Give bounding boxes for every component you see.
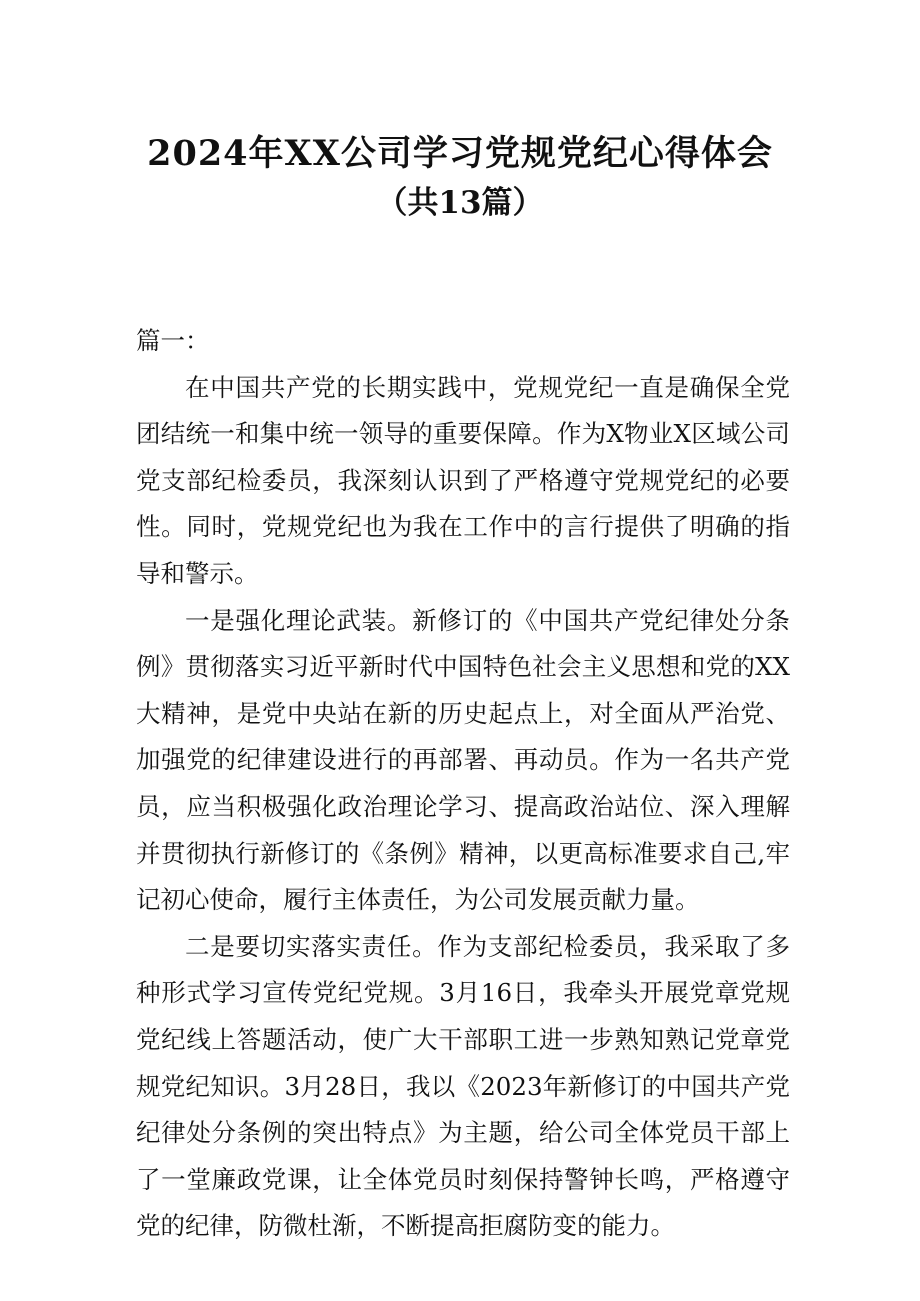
document-subtitle: （共13篇） bbox=[376, 185, 544, 221]
paragraph-responsibility: 二是要切实落实责任。作为支部纪检委员，我采取了多种形式学习宣传党纪党规。3月16日，我牵头开展党章党规党纪线上答题活动，使广大干部职工进一步熟知熟记党章党规党纪知识。3月28日，我以《2023年新修订的中国共产党纪律处分条例的突出特点》为主题，给公司全体党员干部上了一堂廉政党课，让全体党员时刻保持警钟长鸣，严格遵守党的纪律，防微杜渐，不断提高拒腐防变的能力。 bbox=[136, 931, 790, 1241]
paragraph-intro: 在中国共产党的长期实践中，党规党纪一直是确保全党团结统一和集中统一领导的重要保障。作为X物业X区域公司党支部纪检委员，我深刻认识到了严格遵守党规党纪的必要性。同时，党规党纪也为我在工作中的言行提供了明确的指导和警示。 bbox=[136, 372, 790, 588]
document-title: 2024年XX公司学习党规党纪心得体会 bbox=[147, 133, 773, 174]
paragraph-theory: 一是强化理论武装。新修订的《中国共产党纪律处分条例》贯彻落实习近平新时代中国特色社会主义思想和党的XX大精神，是党中央站在新的历史起点上，对全面从严治党、加强党的纪律建设进行的再部署、再动员。作为一名共产党员，应当积极强化政治理论学习、提高政治站位、深入理解并贯彻执行新修订的《条例》精神，以更高标准要求自己,牢记初心使命，履行主体责任，为公司发展贡献力量。 bbox=[136, 605, 790, 915]
section-label: 篇一： bbox=[136, 326, 210, 355]
document-body bbox=[136, 318, 790, 1250]
